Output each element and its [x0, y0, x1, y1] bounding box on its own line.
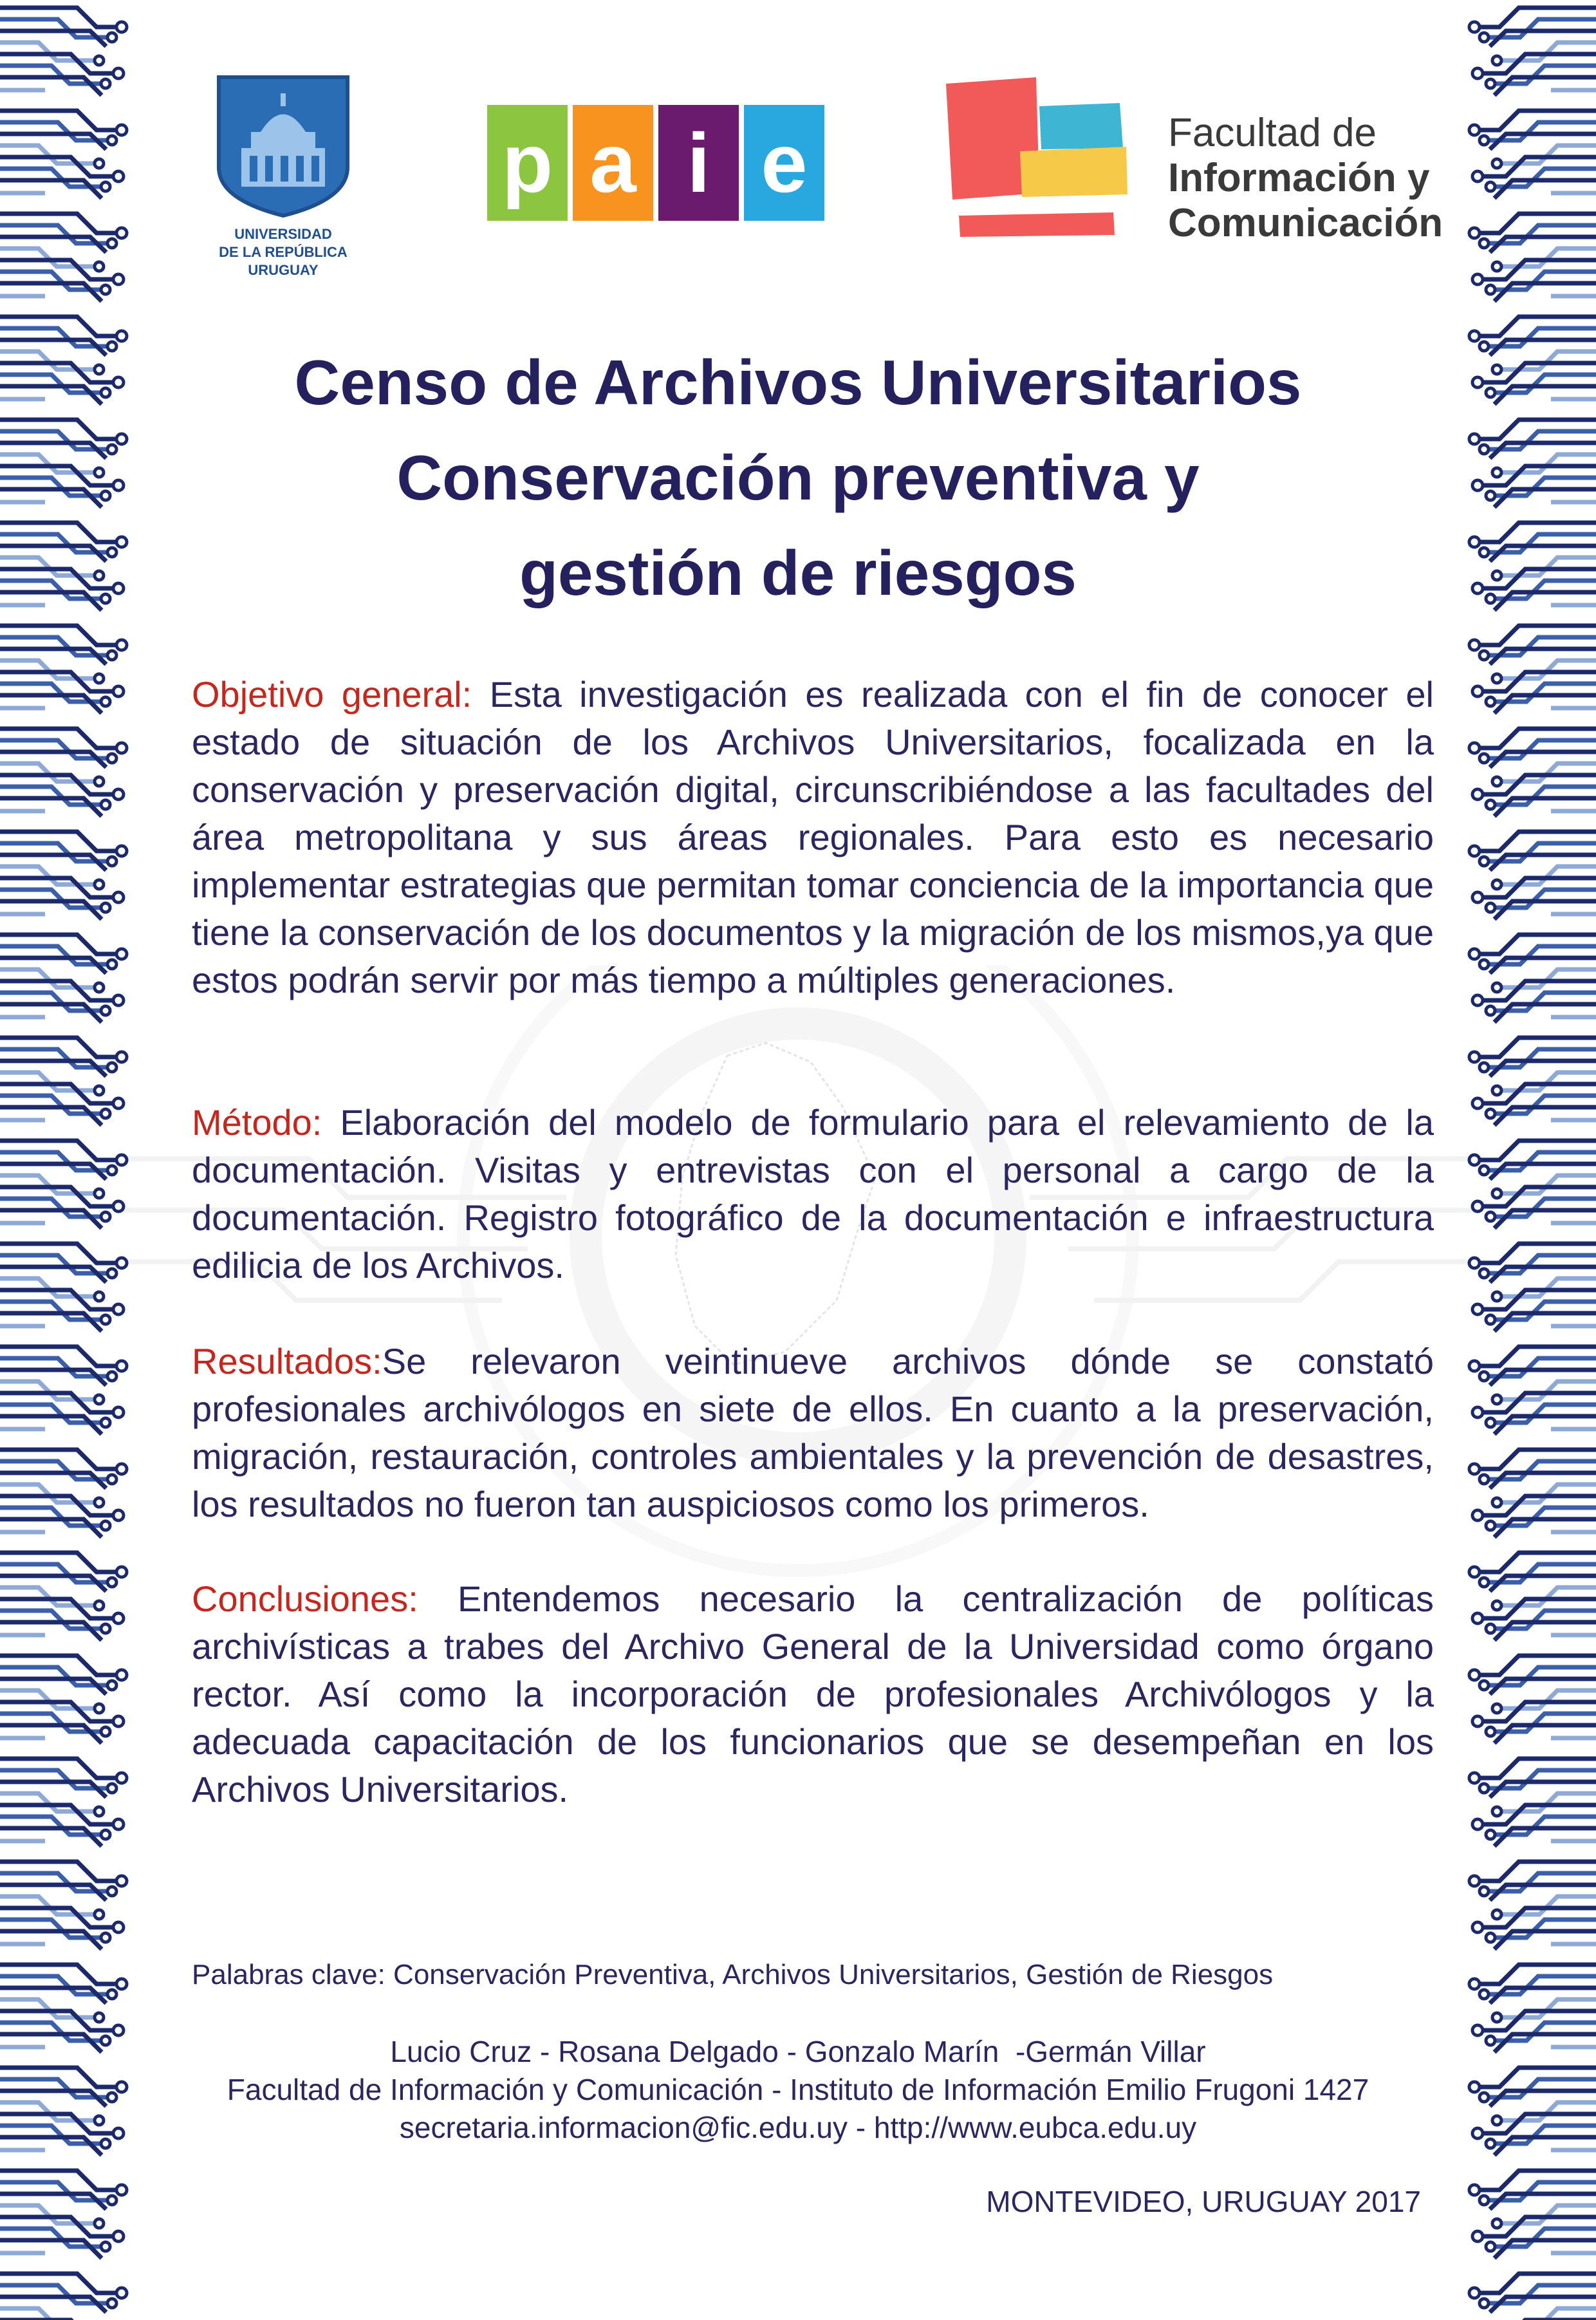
objetivo-paragraph [192, 671, 1434, 1004]
title-line-2: Conservación preventiva y [396, 442, 1200, 513]
conclusiones-text: Entendemos necesario la centralización de políticas archivísticas a trabes del Archivo General de la Universidad como órgano rector. Así como la incorporación de profesionales Archivólogos y la adecuada capacitación de los funcionarios que se desempeñan en los Archivos Universitarios. [192, 1578, 1434, 1810]
title-line-3: gestión de riesgos [519, 538, 1077, 608]
udelar-line-2: DE LA REPÚBLICA [219, 244, 348, 260]
background-circuit-decoration [116, 966, 1480, 1674]
paie-tile-p: p [487, 105, 568, 221]
metodo-text: Elaboración del modelo de formulario para el relevamiento de la documentación. Visitas y entrevistas con el personal a cargo de la documentación. Registro fotográfico de la documentación e infraestructura edilicia de los Archivos. [192, 1102, 1434, 1286]
contact: secretaria.informacion@fic.edu.uy - http://www.eubca.edu.uy [399, 2111, 1197, 2144]
authors: Lucio Cruz - Rosana Delgado - Gonzalo Marín -Germán Villar [390, 2035, 1206, 2068]
udelar-line-1: UNIVERSIDAD [234, 226, 332, 242]
udelar-line-3: URUGUAY [248, 262, 319, 278]
paie-logo [487, 105, 825, 221]
left-circuit-border [0, 0, 129, 2320]
fic-logo [946, 77, 1443, 245]
fic-line-2: Información y [1168, 156, 1430, 200]
udelar-shield-icon [206, 71, 360, 219]
right-circuit-border [1467, 0, 1596, 2320]
fic-line-1: Facultad de [1168, 111, 1377, 155]
objetivo-text: Esta investigación es realizada con el fin de conocer el estado de situación de los Archivos Universitarios, focalizada en la conservación y preservación digital, circunscribiéndose a las facultades del área metropolitana y sus áreas regionales. Para esto es necesario implementar estrategias que permitan tomar conciencia de la importancia que tiene la conservación de los documentos y la migración de los mismos,ya que estos podrán servir por más tiempo a múltiples generaciones. [192, 674, 1434, 1000]
fic-line-3: Comunicación [1168, 201, 1443, 245]
paie-tile-e: e [744, 105, 824, 221]
resultados-paragraph [192, 1338, 1434, 1528]
keywords: Palabras clave: Conservación Preventiva, Archivos Universitarios, Gestión de Riesgos [192, 1959, 1274, 1990]
fic-mark-icon [946, 77, 1158, 245]
resultados-text: Se relevaron veintinueve archivos dónde se constató profesionales archivólogos en siete de ellos. En cuanto a la preservación, migración, restauración, controles ambientales y la prevención de desastres, los resultados no fueron tan auspiciosos como los primeros. [192, 1341, 1434, 1524]
credits [154, 2033, 1442, 2147]
metodo-label: Método: [192, 1102, 322, 1143]
udelar-logo [206, 71, 360, 290]
poster-title [193, 335, 1403, 621]
metodo-paragraph [192, 1099, 1434, 1289]
objetivo-label: Objetivo general: [192, 674, 472, 715]
resultados-label: Resultados: [192, 1341, 382, 1381]
institution: Facultad de Información y Comunicación - Instituto de Información Emilio Frugoni 1427 [227, 2073, 1369, 2106]
location-year: MONTEVIDEO, URUGUAY 2017 [986, 2185, 1421, 2218]
paie-tile-a: a [573, 105, 653, 221]
paie-tile-i: i [658, 105, 739, 221]
title-line-1: Censo de Archivos Universitarios [294, 347, 1302, 418]
conclusiones-paragraph [192, 1575, 1434, 1813]
conclusiones-label: Conclusiones: [192, 1578, 418, 1619]
